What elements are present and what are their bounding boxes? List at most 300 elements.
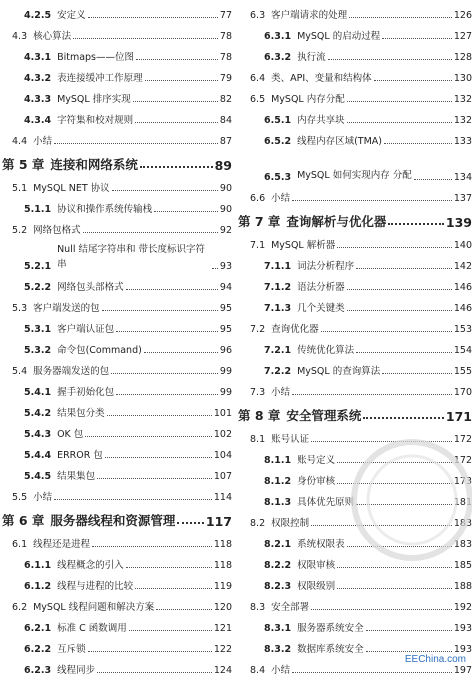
leader-dots [347, 122, 452, 123]
leader-dots [135, 122, 218, 123]
section-entry [0, 529, 232, 550]
page-number: 95 [219, 303, 232, 314]
entry-title: 连接和网络系统 [50, 157, 138, 172]
leader-dots [97, 672, 212, 673]
page-number: 87 [219, 136, 232, 147]
leader-dots [414, 179, 452, 180]
entry-title: 网络包头部格式 [57, 282, 124, 293]
subsection-entry [236, 529, 472, 550]
page-number: 117 [205, 514, 232, 529]
page-number: 146 [453, 282, 472, 293]
subsection-entry [236, 126, 472, 147]
entry-number: 7.1.3 [264, 303, 292, 314]
entry-number: 7.1.2 [264, 282, 292, 293]
section-entry [236, 508, 472, 529]
page-number: 118 [213, 560, 232, 571]
entry-title: 小结 [271, 387, 291, 398]
entry-title: MySQL 的查询算法 [297, 366, 381, 377]
leader-dots [54, 143, 218, 144]
section-entry [236, 84, 472, 105]
leader-dots [85, 436, 212, 437]
entry-title: 数据库系统安全 [297, 644, 364, 655]
subsection-entry [0, 398, 232, 419]
entry-title: 安全部署 [271, 602, 310, 613]
page-number: 134 [453, 172, 472, 183]
leader-dots [140, 166, 213, 168]
entry-title: MySQL 线程问题和解决方案 [33, 602, 155, 613]
page-number: 114 [213, 492, 232, 503]
entry-number: 8.2.2 [264, 560, 292, 571]
page-number: 127 [453, 31, 472, 42]
entry-number: 6.3.1 [264, 31, 292, 42]
subsection-entry [236, 272, 472, 293]
section-entry [0, 126, 232, 147]
entry-number: 第 7 章 [238, 214, 281, 229]
entry-title: Bitmaps——位图 [57, 52, 134, 63]
page-number: 101 [213, 408, 232, 419]
entry-number: 5.2.2 [24, 282, 52, 293]
page-number: 104 [213, 450, 232, 461]
entry-title: 安定义 [57, 10, 86, 21]
page-number: 89 [214, 158, 232, 173]
entry-number: 8.1.3 [264, 497, 292, 508]
entry-title: 权限级别 [297, 581, 336, 592]
subsection-entry [236, 147, 472, 183]
entry-title: 权限控制 [271, 518, 310, 529]
section-entry [0, 173, 232, 194]
entry-title: 类、API、变量和结构体 [271, 73, 372, 84]
page-number: 173 [453, 476, 472, 487]
entry-number: 5.4.1 [24, 387, 52, 398]
entry-number: 6.3.2 [264, 52, 292, 63]
entry-title: 结果包分类 [57, 408, 105, 419]
page-number: 133 [453, 136, 472, 147]
leader-dots [328, 59, 452, 60]
entry-title: 权限审核 [297, 560, 336, 571]
entry-number: 5.4.2 [24, 408, 52, 419]
subsection-entry [236, 356, 472, 377]
entry-title: 线程概念的引入 [57, 560, 124, 571]
leader-dots [337, 247, 452, 248]
subsection-entry [236, 613, 472, 634]
entry-title: MySQL 如何实现内存 分配 [297, 170, 412, 181]
section-entry [236, 183, 472, 204]
leader-dots [347, 546, 452, 547]
entry-title: 命令包(Command) [57, 345, 142, 356]
entry-title: 握手初始化包 [57, 387, 115, 398]
leader-dots [388, 223, 443, 225]
entry-number: 6.5.2 [264, 136, 292, 147]
page-number: 139 [445, 215, 472, 230]
page-number: 78 [219, 31, 232, 42]
entry-number: 6.5 [250, 94, 266, 105]
leader-dots [154, 211, 218, 212]
leader-dots [145, 80, 218, 81]
entry-number: 6.1.2 [24, 581, 52, 592]
page-number: 121 [213, 623, 232, 634]
page-number: 155 [453, 366, 472, 377]
entry-title: 字符集和校对规则 [57, 115, 134, 126]
entry-number: 4.2.5 [24, 10, 52, 21]
entry-title: 几个关键类 [297, 303, 345, 314]
entry-title: 表连接缓冲工作原理 [57, 73, 143, 84]
entry-title: 客户端认证包 [57, 324, 115, 335]
entry-number: 8.2.1 [264, 539, 292, 550]
page-number: 126 [453, 10, 472, 21]
entry-number: 4.3.4 [24, 115, 52, 126]
entry-number: 8.1.1 [264, 455, 292, 466]
page-number: 146 [453, 303, 472, 314]
entry-number: 6.4 [250, 73, 266, 84]
subsection-entry [0, 84, 232, 105]
entry-number: 5.4.5 [24, 471, 52, 482]
section-entry [0, 215, 232, 236]
subsection-entry [0, 105, 232, 126]
leader-dots [126, 567, 212, 568]
leader-dots [366, 630, 452, 631]
page-number: 132 [453, 94, 472, 105]
page-number: 128 [453, 52, 472, 63]
page-number: 183 [453, 539, 472, 550]
section-entry [0, 482, 232, 503]
subsection-entry [236, 251, 472, 272]
entry-number: 6.1 [12, 539, 28, 550]
leader-dots [347, 310, 452, 311]
entry-number: 7.3 [250, 387, 266, 398]
subsection-entry [236, 634, 472, 655]
page-number: 77 [219, 10, 232, 21]
entry-number: 6.5.3 [264, 172, 292, 183]
chapter-entry [236, 398, 472, 424]
page-number: 142 [453, 261, 472, 272]
page-number: 99 [219, 387, 232, 398]
page-number: 193 [453, 623, 472, 634]
entry-number: 6.6 [250, 193, 266, 204]
subsection-entry [0, 440, 232, 461]
subsection-entry [0, 63, 232, 84]
page-number: 92 [219, 225, 232, 236]
entry-number: 7.1.1 [264, 261, 292, 272]
subsection-entry [236, 487, 472, 508]
leader-dots [366, 651, 452, 652]
entry-number: 5.4.4 [24, 450, 52, 461]
leader-dots [292, 394, 452, 395]
leader-dots [102, 310, 218, 311]
subsection-entry [236, 466, 472, 487]
page-number: 197 [453, 665, 472, 676]
entry-number: 6.2.2 [24, 644, 52, 655]
entry-number: 5.2.1 [24, 261, 52, 272]
entry-number: 6.2.3 [24, 665, 52, 676]
entry-title: 结果集包 [57, 471, 96, 482]
entry-number: 6.1.1 [24, 560, 52, 571]
section-entry [236, 377, 472, 398]
entry-title: 身份审核 [297, 476, 336, 487]
entry-title: 词法分析程序 [297, 261, 355, 272]
entry-title: 具体优先原则 [297, 497, 355, 508]
entry-number: 第 5 章 [2, 157, 45, 172]
section-entry [236, 63, 472, 84]
section-entry [0, 356, 232, 377]
subsection-entry [236, 42, 472, 63]
leader-dots [321, 331, 452, 332]
page-number: 154 [453, 345, 472, 356]
leader-dots [133, 101, 218, 102]
entry-title: MySQL 解析器 [271, 240, 336, 251]
entry-number: 5.3.1 [24, 324, 52, 335]
entry-title: 小结 [33, 136, 53, 147]
entry-title: 小结 [271, 193, 291, 204]
subsection-entry [236, 550, 472, 571]
page-number: 153 [453, 324, 472, 335]
entry-number: 5.4.3 [24, 429, 52, 440]
subsection-entry [236, 445, 472, 466]
leader-dots [111, 373, 218, 374]
page-number: 107 [213, 471, 232, 482]
toc-left-column [0, 0, 232, 676]
entry-title: 服务器端发送的包 [33, 366, 110, 377]
leader-dots [105, 457, 212, 458]
leader-dots [88, 17, 218, 18]
entry-title: 客户端发送的包 [33, 303, 100, 314]
entry-number: 4.4 [12, 136, 28, 147]
entry-title: 网络包格式 [33, 225, 81, 236]
entry-number: 5.3.2 [24, 345, 52, 356]
section-entry [236, 0, 472, 21]
page-number: 132 [453, 115, 472, 126]
page-number: 192 [453, 602, 472, 613]
entry-title: 线程还是进程 [33, 539, 91, 550]
page-number: 140 [453, 240, 472, 251]
leader-dots [112, 190, 218, 191]
leader-dots [356, 504, 452, 505]
leader-dots [337, 588, 452, 589]
entry-number: 8.4 [250, 665, 266, 676]
entry-title: 查询解析与优化器 [286, 214, 387, 229]
subsection-entry [0, 461, 232, 482]
entry-number: 8.2.3 [264, 581, 292, 592]
section-entry [236, 314, 472, 335]
section-entry [0, 21, 232, 42]
entry-number: 8.2 [250, 518, 266, 529]
subsection-entry [236, 21, 472, 42]
leader-dots [126, 289, 218, 290]
leader-dots [54, 499, 212, 500]
entry-title: 小结 [271, 665, 291, 676]
entry-title: 系统权限表 [297, 539, 345, 550]
subsection-entry [0, 272, 232, 293]
subsection-entry [0, 634, 232, 655]
subsection-entry [0, 335, 232, 356]
entry-title: MySQL 内存分配 [271, 94, 345, 105]
entry-number: 5.1 [12, 183, 28, 194]
subsection-entry [236, 105, 472, 126]
entry-title: 安全管理系统 [286, 408, 362, 423]
entry-title: Null 结尾字符串和 带长度标识字符串 [57, 244, 206, 270]
section-entry [236, 592, 472, 613]
page-number: 84 [219, 115, 232, 126]
section-entry [0, 293, 232, 314]
entry-number: 4.3 [12, 31, 28, 42]
leader-dots [292, 200, 452, 201]
leader-dots [347, 289, 452, 290]
subsection-entry [0, 377, 232, 398]
leader-dots [136, 59, 218, 60]
entry-title: 客户端请求的处理 [271, 10, 348, 21]
entry-title: 内存共享块 [297, 115, 345, 126]
subsection-entry [0, 314, 232, 335]
page-number: 90 [219, 204, 232, 215]
entry-number: 4.3.2 [24, 73, 52, 84]
entry-title: 执行流 [297, 52, 326, 63]
leader-dots [83, 232, 218, 233]
entry-title: 服务器系统安全 [297, 623, 364, 634]
leader-dots [384, 143, 452, 144]
subsection-entry [0, 42, 232, 63]
watermark-text: EEChina.com [404, 654, 466, 665]
section-entry [0, 592, 232, 613]
page-number: 137 [453, 193, 472, 204]
chapter-entry [0, 147, 232, 173]
entry-title: 账号定义 [297, 455, 336, 466]
entry-title: MySQL 的启动过程 [297, 31, 381, 42]
leader-dots [337, 567, 452, 568]
entry-title: ERROR 包 [57, 450, 103, 461]
entry-number: 5.1.1 [24, 204, 52, 215]
entry-number: 4.3.3 [24, 94, 52, 105]
entry-title: 账号认证 [271, 434, 310, 445]
leader-dots [382, 373, 452, 374]
page-number: 95 [219, 324, 232, 335]
leader-dots [337, 462, 452, 463]
entry-number: 5.5 [12, 492, 28, 503]
entry-number: 4.3.1 [24, 52, 52, 63]
chapter-entry [236, 204, 472, 230]
page-number: 193 [453, 644, 472, 655]
leader-dots [92, 546, 212, 547]
leader-dots [349, 17, 452, 18]
entry-number: 7.2.2 [264, 366, 292, 377]
entry-title: MySQL 排序实现 [57, 94, 131, 105]
leader-dots [337, 483, 452, 484]
entry-number: 6.2.1 [24, 623, 52, 634]
entry-title: 查询优化器 [271, 324, 319, 335]
entry-title: 语法分析器 [297, 282, 345, 293]
page-number: 183 [453, 518, 472, 529]
page-number: 99 [219, 366, 232, 377]
entry-title: 核心算法 [33, 31, 72, 42]
entry-title: 协议和操作系统传输栈 [57, 204, 153, 215]
entry-title: 小结 [33, 492, 53, 503]
entry-number: 7.2 [250, 324, 266, 335]
page-number: 82 [219, 94, 232, 105]
entry-title: 互斥锁 [57, 644, 86, 655]
subsection-entry [236, 335, 472, 356]
entry-title: 传统优化算法 [297, 345, 355, 356]
chapter-entry [0, 503, 232, 529]
leader-dots [374, 80, 452, 81]
page-number: 185 [453, 560, 472, 571]
leader-dots [156, 609, 212, 610]
entry-title: 服务器线程和资源管理 [50, 513, 176, 528]
leader-dots [311, 525, 452, 526]
section-entry [236, 230, 472, 251]
entry-number: 第 8 章 [238, 408, 281, 423]
page-number: 172 [453, 455, 472, 466]
entry-title: OK 包 [57, 429, 84, 440]
page-number: 130 [453, 73, 472, 84]
subsection-entry [0, 550, 232, 571]
page-number: 124 [213, 665, 232, 676]
leader-dots [144, 352, 218, 353]
entry-title: 标准 C 函数调用 [57, 623, 127, 634]
entry-number: 8.3.1 [264, 623, 292, 634]
entry-title: 线程同步 [57, 665, 96, 676]
page-number: 188 [453, 581, 472, 592]
leader-dots [116, 394, 218, 395]
entry-number: 7.2.1 [264, 345, 292, 356]
leader-dots [97, 478, 212, 479]
page-number: 102 [213, 429, 232, 440]
page-number: 78 [219, 52, 232, 63]
leader-dots [73, 38, 218, 39]
page-number: 93 [219, 261, 232, 272]
page-number: 96 [219, 345, 232, 356]
entry-number: 5.2 [12, 225, 28, 236]
leader-dots [107, 415, 212, 416]
page-number: 172 [453, 434, 472, 445]
entry-number: 5.4 [12, 366, 28, 377]
entry-number: 6.2 [12, 602, 28, 613]
leader-dots [88, 651, 212, 652]
page-number: 122 [213, 644, 232, 655]
leader-dots [135, 588, 212, 589]
leader-dots [212, 268, 218, 269]
entry-number: 8.3 [250, 602, 266, 613]
entry-number: 8.3.2 [264, 644, 292, 655]
page-number: 118 [213, 539, 232, 550]
entry-number: 5.3 [12, 303, 28, 314]
leader-dots [356, 268, 452, 269]
leader-dots [129, 630, 212, 631]
page-number: 181 [453, 497, 472, 508]
leader-dots [116, 331, 218, 332]
subsection-entry [0, 419, 232, 440]
page-number: 171 [445, 409, 472, 424]
subsection-entry [0, 236, 232, 272]
page-number: 170 [453, 387, 472, 398]
leader-dots [311, 441, 452, 442]
subsection-entry [236, 571, 472, 592]
leader-dots [363, 417, 443, 419]
section-entry [236, 424, 472, 445]
subsection-entry [0, 655, 232, 676]
page-number: 119 [213, 581, 232, 592]
entry-number: 8.1 [250, 434, 266, 445]
subsection-entry [0, 0, 232, 21]
entry-number: 8.1.2 [264, 476, 292, 487]
leader-dots [292, 672, 452, 673]
leader-dots [356, 352, 452, 353]
entry-number: 6.3 [250, 10, 266, 21]
entry-number: 7.1 [250, 240, 266, 251]
page-number: 79 [219, 73, 232, 84]
entry-number: 6.5.1 [264, 115, 292, 126]
entry-title: 线程与进程的比较 [57, 581, 134, 592]
subsection-entry [0, 571, 232, 592]
subsection-entry [236, 293, 472, 314]
page-number: 94 [219, 282, 232, 293]
